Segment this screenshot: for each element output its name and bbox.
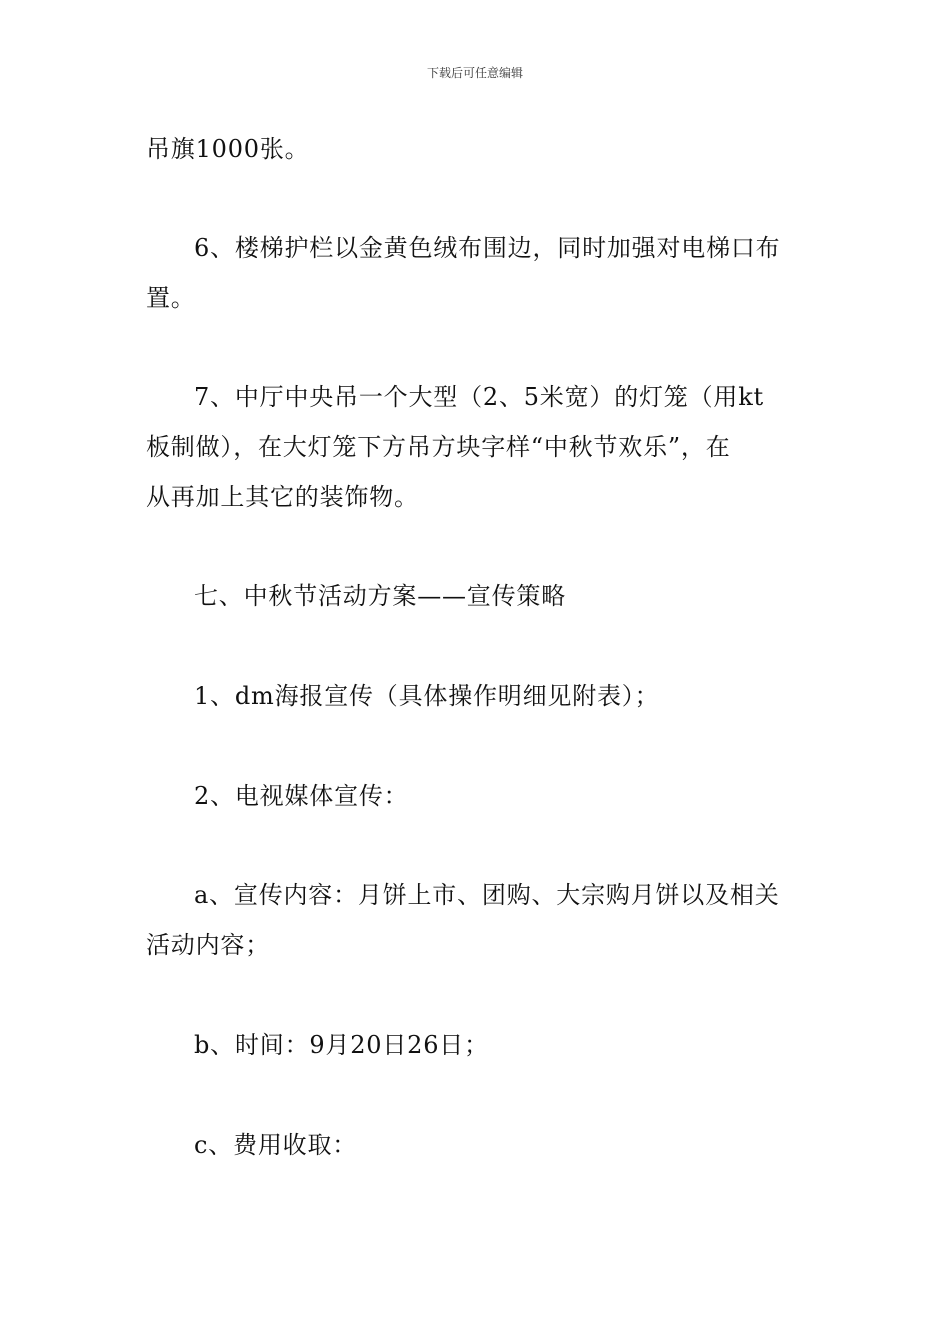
text-line-promo-1: 1、dm海报宣传（具体操作明细见附表）；	[194, 682, 660, 710]
page-header: 下载后可任意编辑	[426, 66, 523, 80]
text-line-promo-2: 2、电视媒体宣传：	[194, 782, 409, 810]
text-line-promo-b: b、时间：9月20日26日；	[194, 1031, 489, 1059]
text-line-hanging-flags: 吊旗1000张。	[146, 135, 310, 163]
text-line-item-7-cont-1: 板制做），在大灯笼下方吊方块字样“中秋节欢乐”，在	[146, 433, 731, 461]
section-heading-promotion: 七、中秋节活动方案——宣传策略	[194, 582, 566, 610]
text-line-item-7-cont-2: 从再加上其它的装饰物。	[146, 483, 419, 511]
text-line-promo-a-cont: 活动内容；	[146, 931, 270, 959]
text-line-item-6-cont: 置。	[146, 284, 196, 312]
text-line-promo-c: c、费用收取：	[194, 1131, 358, 1159]
text-line-item-7: 7、中厅中央吊一个大型（2、5米宽）的灯笼（用kt	[194, 383, 764, 411]
text-line-item-6: 6、楼梯护栏以金黄色绒布围边，同时加强对电梯口布	[194, 234, 781, 262]
text-line-promo-a: a、宣传内容：月饼上市、团购、大宗购月饼以及相关	[194, 881, 780, 909]
